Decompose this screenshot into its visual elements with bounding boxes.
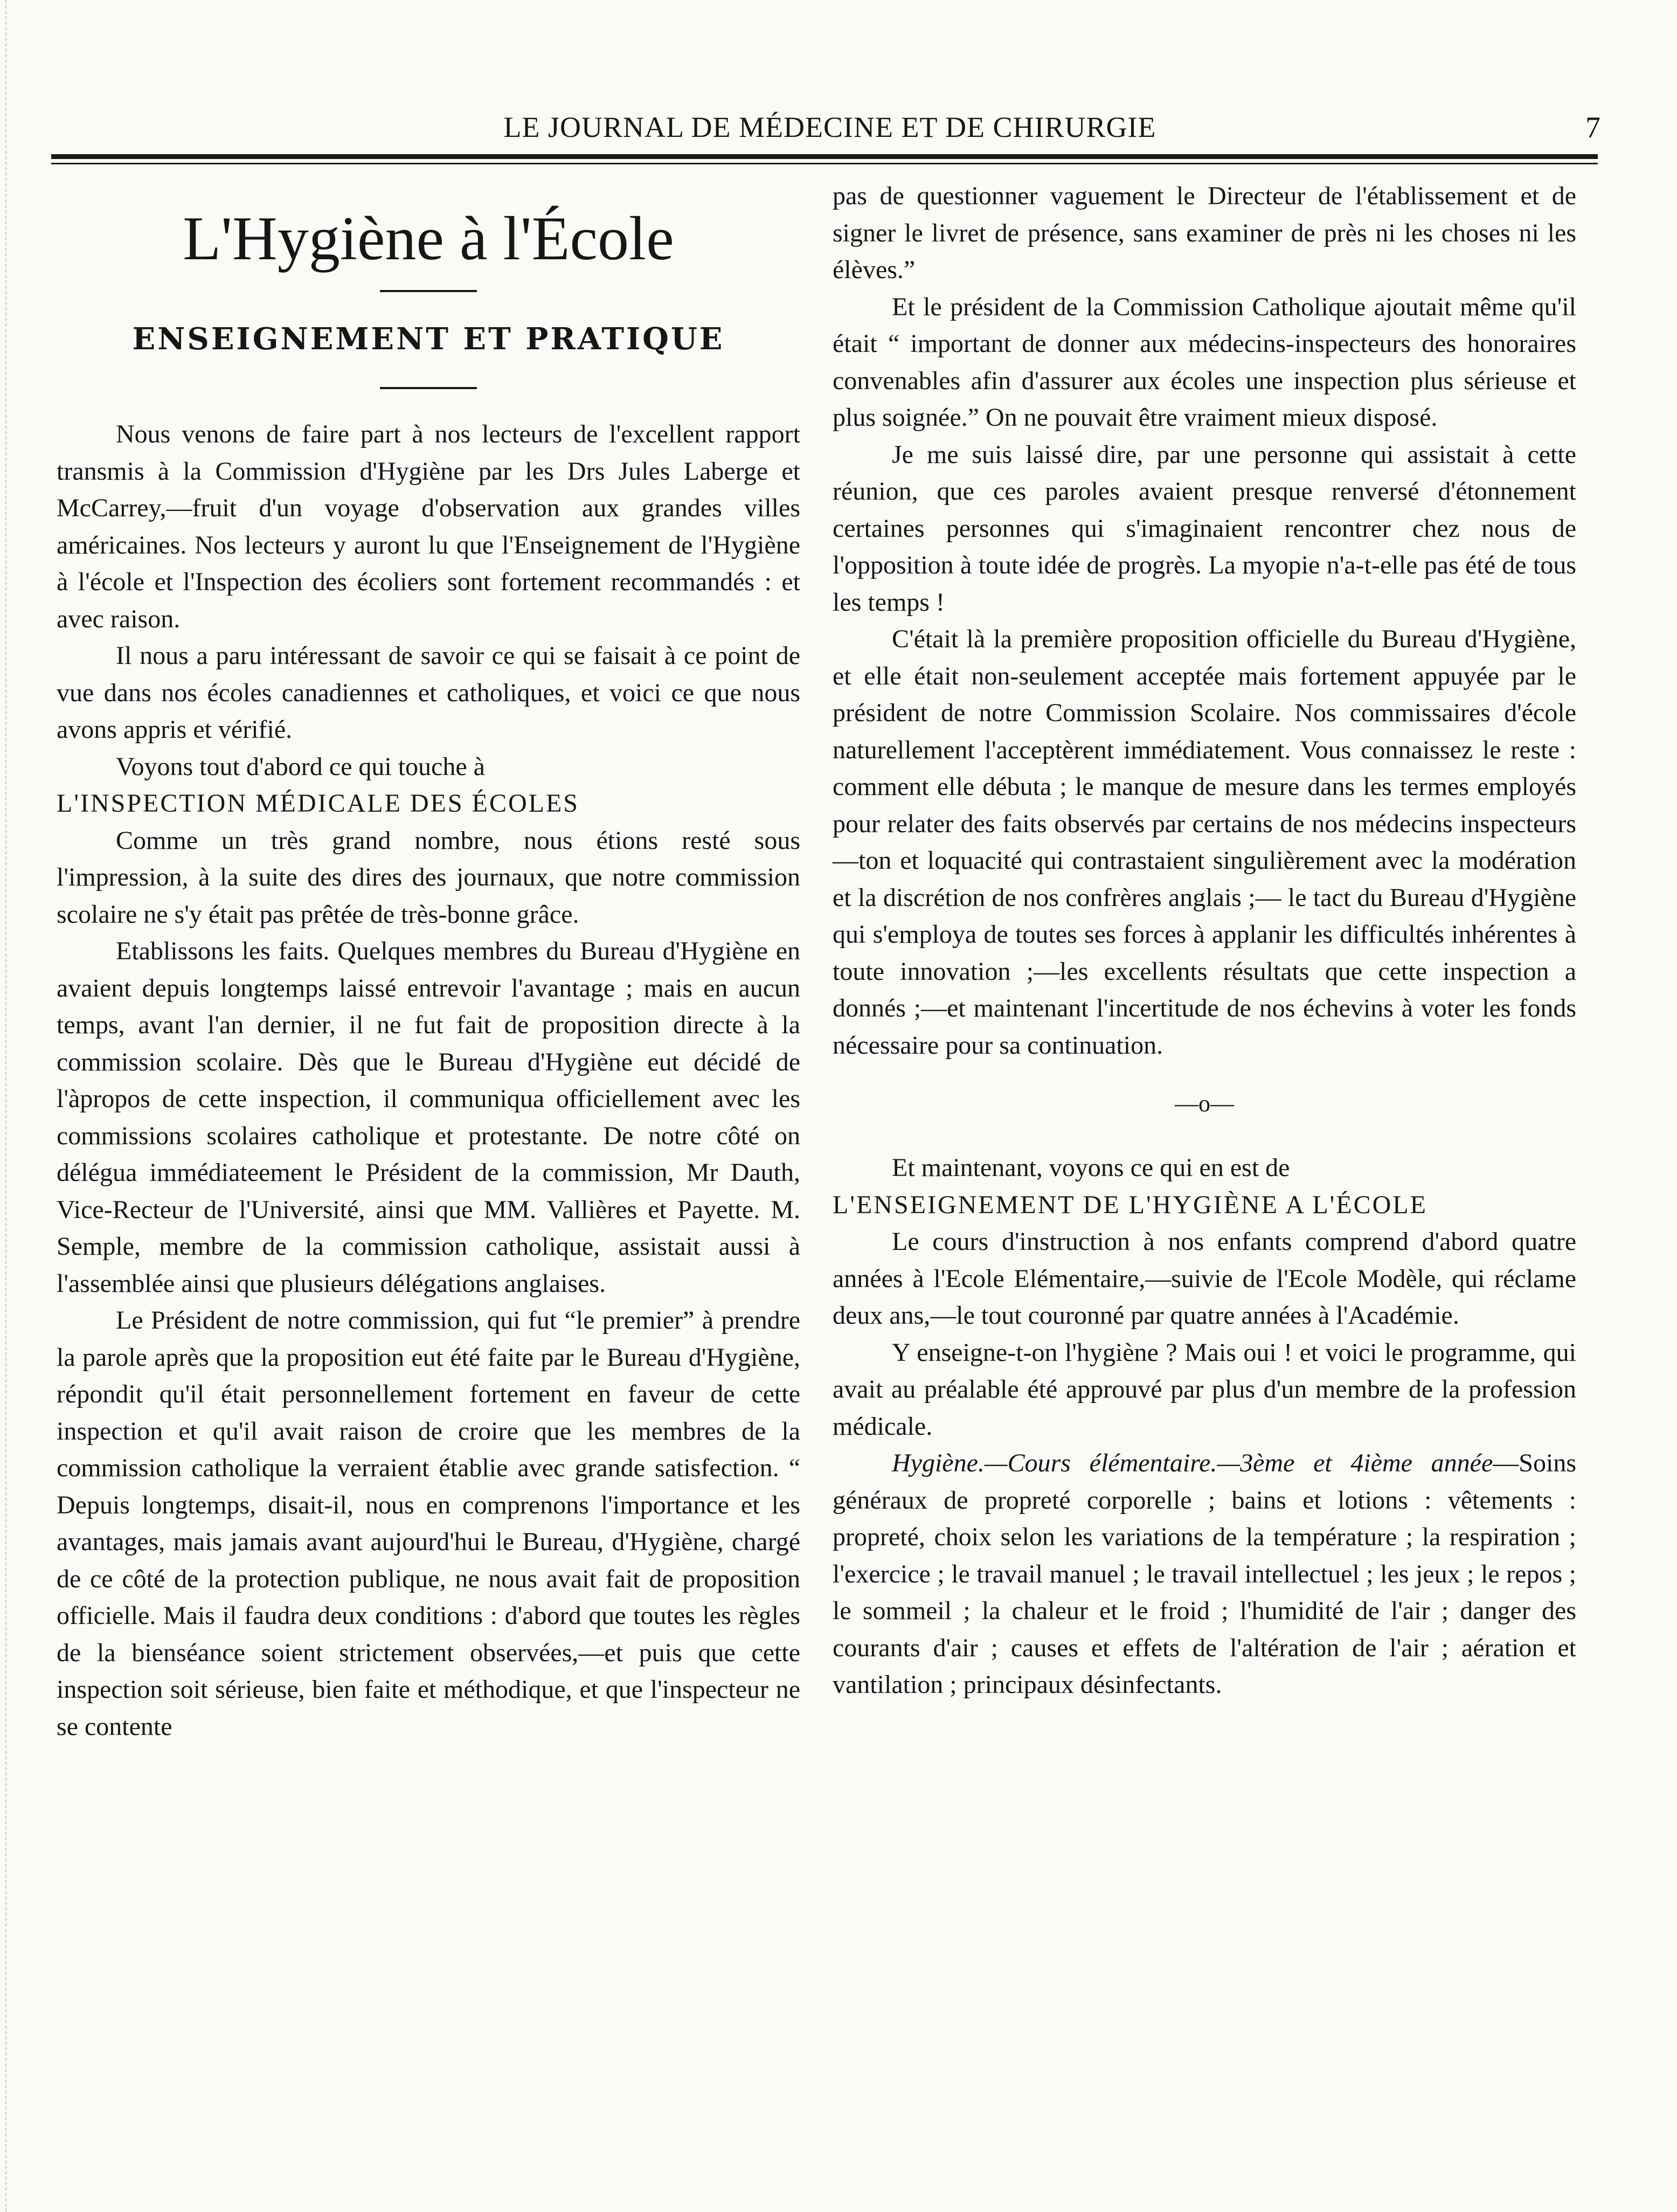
journal-title: LE JOURNAL DE MÉDECINE ET DE CHIRURGIE <box>503 111 1156 143</box>
paragraph: C'était là la première proposition officielle du Bureau d'Hygiène, et elle était non-seulement acceptée mais fortement appuyée par le président de notre Commission Scolaire. Nos commissaires d'école naturellement l'acceptèrent immédiatement. Vous connaissez le reste : comment elle débuta ; le manque de mesure dans les termes employés pour relater des faits observés par certains de nos médecins inspecteurs—ton et loquacité qui contrastaient singulièrement avec la modération et la discrétion de nos confrères anglais ;— le tact du Bureau d'Hygiène qui s'employa de toutes ses forces à applanir les difficultés inhérentes à toute innovation ;—les excellents résultats que cette inspection a donnés ;—et maintenant l'incertitude de nos échevins à voter les fonds nécessaire pour sa continuation. <box>833 625 1576 1060</box>
scan-margin <box>5 0 15 2212</box>
paragraph: Voyons tout d'abord ce qui touche à <box>116 752 485 781</box>
article-title: L'Hygiène à l'École <box>183 204 674 273</box>
paragraph: Le cours d'instruction à nos enfants comprend d'abord quatre années à l'Ecole Elémentaire,—suivie de l'Ecole Modèle, qui réclame deux ans,—le tout couronné par quatre années à l'Académie. <box>833 1227 1576 1330</box>
paragraph: Y enseigne-t-on l'hygiène ? Mais oui ! et voici le programme, qui avait au préalable été approuvé par plus d'un membre de la profession médicale. <box>833 1338 1576 1441</box>
right-column <box>833 178 1576 1704</box>
page-header <box>54 105 1606 154</box>
section-separator: —o— <box>1175 1090 1234 1117</box>
program-heading: Hygiène.—Cours élémentaire.—3ème et 4ième année <box>892 1449 1493 1477</box>
paragraph: Le Président de notre commission, qui fut “le premier” à prendre la parole après que la proposition eut été faite par le Bureau d'Hygiène, répondit qu'il était personnellement fortement en faveur de cette inspection et qu'il avait raison de croire que les membres de la commission catholique la verraient établie avec grande satisfection. “ Depuis longtemps, disait-il, nous en comprenons l'importance et les avantages, mais jamais avant aujourd'hui le Bureau, d'Hygiène, chargé de ce côté de la protection publique, ne nous avait fait de proposition officielle. Mais il faudra deux conditions : d'abord que toutes les règles de la bienséance soient strictement observées,—et puis que cette inspection soit sérieuse, bien faite et méthodique, et que l'inspecteur ne se contente <box>57 1306 800 1741</box>
program-text: —Soins généraux de propreté corporelle ; bains et lotions : vêtements : propreté, choix selon les variations de la température ; la respiration ; l'exercice ; le travail manuel ; le travail intellectuel ; les jeux ; le repos ; le sommeil ; la chaleur et le froid ; l'humidité de l'air ; danger des courants d'air ; causes et effets de l'altération de l'air ; aération et vantilation ; principaux désinfectants. <box>833 1449 1576 1699</box>
page-number: 7 <box>1585 111 1600 144</box>
article-subtitle: ENSEIGNEMENT ET PRATIQUE <box>132 321 725 357</box>
paragraph: pas de questionner vaguement le Directeur de l'établissement et de signer le livret de présence, sans examiner de près ni les choses ni les élèves.” <box>833 182 1576 284</box>
left-column <box>57 178 800 1745</box>
section-heading: L'INSPECTION MÉDICALE DES ÉCOLES <box>57 789 579 818</box>
paragraph: Je me suis laissé dire, par une personne qui assistait à cette réunion, que ces paroles avaient presque renversé d'étonnement certaines personnes qui s'imaginaient rencontrer chez nous de l'opposition à toute idée de progrès. La myopie n'a-t-elle pas été de tous les temps ! <box>833 440 1576 617</box>
header-rule-thin <box>51 163 1598 164</box>
paragraph: Nous venons de faire part à nos lecteurs de l'excellent rapport transmis à la Commission d'Hygiène par les Drs Jules Laberge et McCarrey,—fruit d'un voyage d'observation aux grandes villes américaines. Nos lecteurs y auront lu que l'Enseignement de l'Hygiène à l'école et l'Inspection des écoliers sont fortement recommandés : et avec raison. <box>57 420 800 633</box>
paragraph: Comme un très grand nombre, nous étions resté sous l'impression, à la suite des dires des journaux, que notre commission scolaire ne s'y était pas prêtée de très-bonne grâce. <box>57 826 800 929</box>
paragraph: Et le président de la Commission Catholique ajoutait même qu'il était “ important de donner aux médecins-inspecteurs des honoraires convenables afin d'assurer aux écoles une inspection plus sérieuse et plus soignée.” On ne pouvait être vraiment mieux disposé. <box>833 292 1576 432</box>
title-rule <box>380 290 477 292</box>
program-paragraph <box>833 1445 1576 1704</box>
section-heading: L'ENSEIGNEMENT DE L'HYGIÈNE A L'ÉCOLE <box>833 1190 1427 1219</box>
transition-text: Et maintenant, voyons ce qui en est de <box>892 1153 1290 1182</box>
paragraph: Il nous a paru intéressant de savoir ce qui se faisait à ce point de vue dans nos écoles canadiennes et catholiques, et voici ce que nous avons appris et vérifié. <box>57 641 800 744</box>
header-rule-thick <box>51 154 1598 159</box>
paragraph: Etablissons les faits. Quelques membres du Bureau d'Hygiène en avaient depuis longtemps laissé entrevoir l'avantage ; mais en aucun temps, avant l'an dernier, il ne fut fait de proposition directe à la commission scolaire. Dès que le Bureau d'Hygiène eut décidé de l'àpropos de cette inspection, il communiqua officiellement avec les commissions scolaires catholique et protestante. De notre côté on délégua immédiateement le Président de la commission, Mr Dauth, Vice-Recteur de l'Université, ainsi que MM. Vallières et Payette. M. Semple, membre de la commission catholique, assistait aussi à l'assemblée ainsi que plusieurs délégations anglaises. <box>57 937 800 1298</box>
